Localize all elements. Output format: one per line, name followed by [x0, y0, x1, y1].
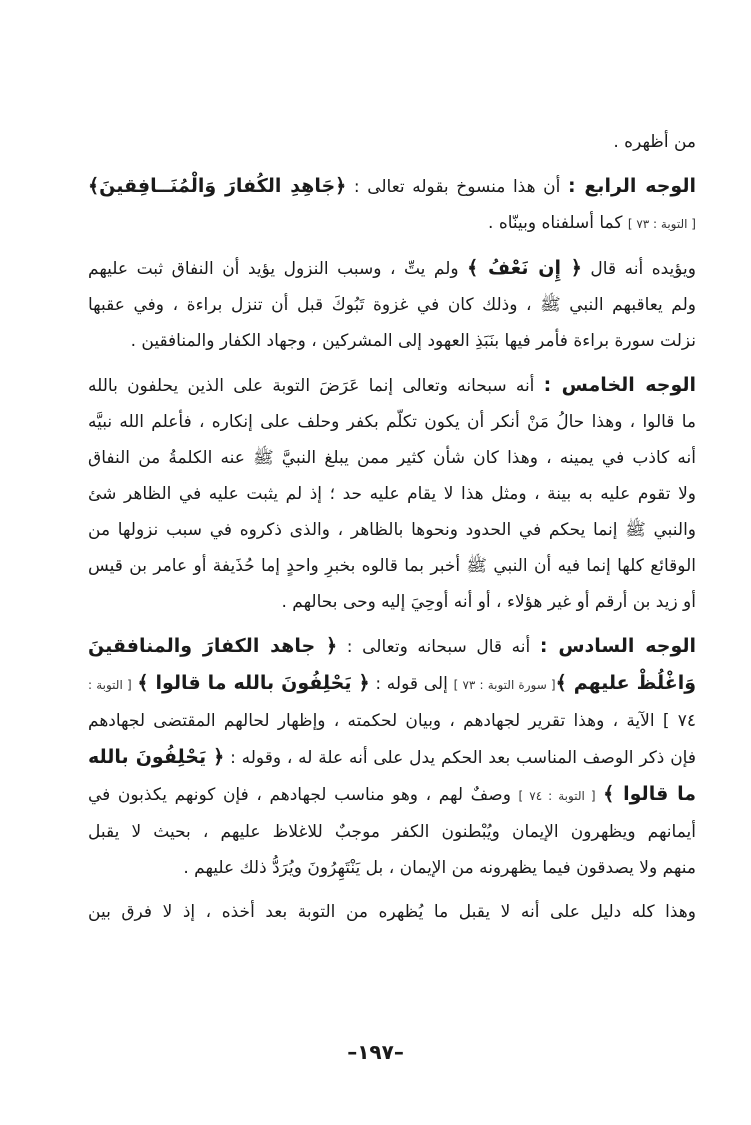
verse-reference: [ التوبة : ٧٣ ]: [627, 217, 696, 231]
quran-verse: ﴿ يَحْلِفُونَ بالله: [88, 746, 225, 768]
text-line: [88, 628, 696, 665]
body-text: إلى قوله :: [369, 674, 454, 694]
text-line: أيمانهم ويظهرون الإيمان ويُبْطنون الكفر موجبٌ للاغلاظ عليهم ، بحيث لا يقبل: [88, 822, 696, 842]
verse-reference: [ سورة التوبة : ٧٣ ]: [453, 678, 556, 692]
page-body: [88, 124, 696, 930]
text-line: أو زيد بن أرقم أو غير هؤلاء ، أو أنه أوحِيَ إليه وحى بحالهم .: [281, 592, 696, 612]
paragraph-continuation: [88, 124, 696, 160]
body-text: أن هذا منسوخ بقوله تعالى :: [346, 177, 568, 197]
text-line: والنبي ﷺ إنما يحكم في الحدود ونحوها بالظاهر ، والذى ذكروه في سبب نزولها من: [88, 520, 696, 540]
quran-verse: ﴿ جاهد الكفارَ والمنافقينَ: [88, 635, 338, 657]
section-heading: الوجه السادس :: [539, 635, 697, 657]
text-line: [88, 250, 696, 287]
paragraph-fifth-aspect: [88, 367, 696, 620]
quran-verse: ﴿ يَحْلِفُونَ بالله ما قالوا ﴾: [137, 672, 370, 694]
text-line: من أظهره .: [613, 132, 696, 152]
verse-reference: [ التوبة :: [88, 678, 132, 692]
body-text: أنه قال سبحانه وتعالى :: [337, 637, 540, 657]
text-line: [88, 168, 696, 205]
text-line: [88, 367, 696, 404]
paragraph-fourth-aspect: [88, 168, 696, 242]
text-line: ولا تقوم عليه به بينة ، ومثل هذا لا يقام عليه حد ؛ إذ لم يثبت عليه في الظاهر شئ: [88, 484, 696, 504]
verse-reference: [ التوبة : ٧٤ ]: [518, 789, 596, 803]
text-line: [88, 776, 696, 814]
text-line: نزلت سورة براءة فأمر فيها بنَبَذِ العهود إلى المشركين ، وجهاد الكفار والمنافقين .: [130, 331, 696, 351]
body-text: كما أسلفناه وبينّاه .: [488, 213, 628, 233]
text-line: أنه كاذب في يمينه ، وهذا كان شأن كثير ممن يبلغ النبيَّ ﷺ عنه الكلمةُ من النفاق: [88, 448, 696, 468]
quran-verse: وَاغْلُظْ عليهم ﴾: [555, 672, 697, 694]
section-heading: الوجه الخامس :: [543, 374, 697, 396]
text-line: ٧٤ ] الآية ، وهذا تقرير لجهادهم ، وبيان لحكمته ، وإظهار لحالهم المقتضى لجهادهم: [88, 711, 696, 731]
quran-verse: ﴿ إِن نَعْفُ ﴾: [467, 257, 582, 279]
text-line: الوقائع كلها إنما فيه أن النبي ﷺ أخبر بما قالوه بخبرِ واحدٍ إما حُذَيفة أو عامر بن قيس: [88, 556, 696, 576]
body-text: ولم يتِّ ، وسبب النزول يؤيد أن النفاق ثبت عليهم: [88, 259, 468, 279]
text-line: [88, 205, 696, 242]
quran-verse: ﴿جَاهِدِ الكُفارَ وَالْمُنَــافِقينَ﴾: [88, 175, 347, 197]
body-text: أنه سبحانه وتعالى إنما عَرَضَ التوبة على الذين يحلفون بالله: [88, 376, 544, 396]
text-line: ما قالوا ، وهذا حالُ مَنْ أنكر أن يكون تكلّم بكفر وحلف على إنكاره ، فأعلم الله نبيَّه: [88, 412, 696, 432]
text-line: منهم ولا يصدقون فيما يظهرونه من الإيمان ، بل يَنْتَهِرُونَ ويُرَدُّ ذلك عليهم .: [183, 858, 696, 878]
text-line: [88, 739, 696, 776]
paragraph-conclusion: [88, 894, 696, 930]
page-number: –١٩٧–: [347, 1040, 404, 1064]
paragraph-sixth-aspect: [88, 628, 696, 886]
text-line: ولم يعاقبهم النبي ﷺ ، وذلك كان في غزوة تَبُوكَ قبل أن تنزل براءة ، وفي عقبها: [88, 295, 696, 315]
body-text: وصفٌ لهم ، وهو مناسب لجهادهم ، فإن كونهم يكذبون في: [88, 785, 519, 805]
body-text: ويؤيده أنه قال: [581, 259, 696, 279]
section-heading: الوجه الرابع :: [567, 175, 696, 197]
text-line: [88, 665, 696, 703]
quran-verse: ما قالوا ﴾: [603, 783, 696, 805]
text-line: وهذا كله دليل على أنه لا يقبل ما يُظهره من التوبة بعد أخذه ، إذ لا فرق بين: [88, 902, 696, 922]
body-text: فإن ذكر الوصف المناسب بعد الحكم يدل على أنه علة له ، وقوله :: [224, 748, 696, 768]
paragraph-support: [88, 250, 696, 359]
